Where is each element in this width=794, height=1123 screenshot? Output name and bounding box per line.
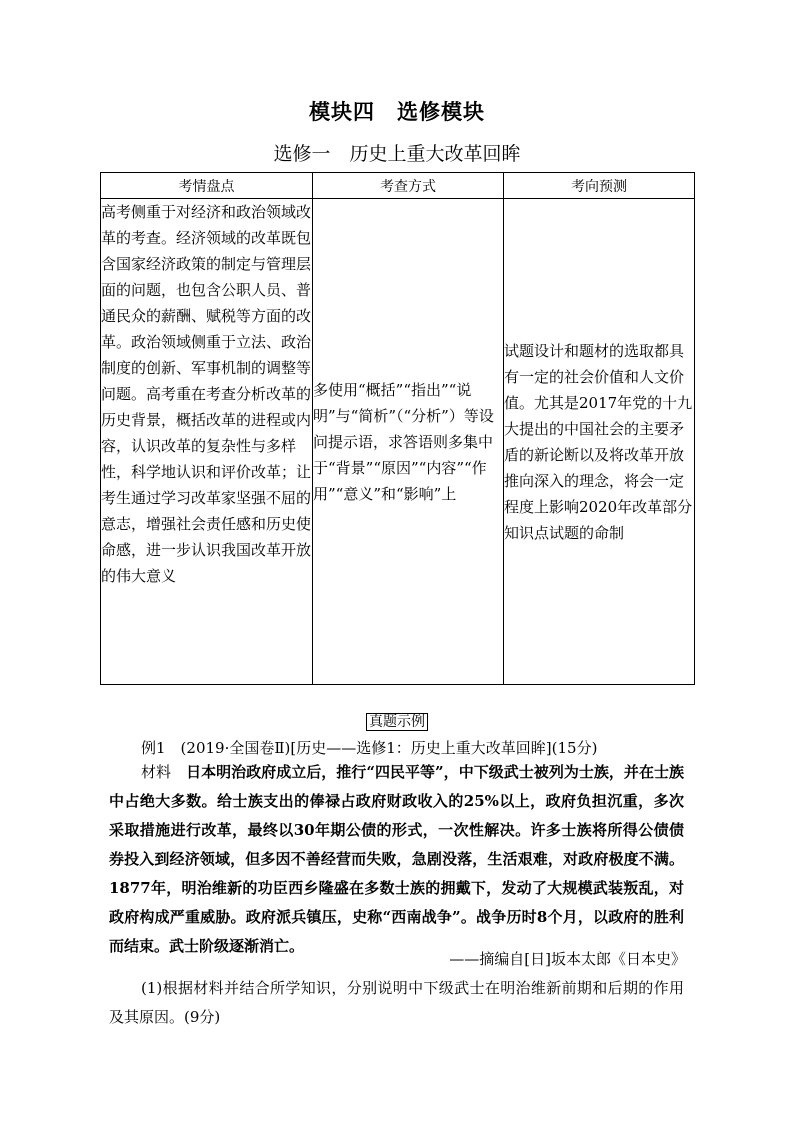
material-paragraph	[109, 758, 684, 961]
cell-exam-overview: 高考侧重于对经济和政治领域改革的考查。经济领域的改革既包含国家经济政策的制定与管理层面的问题，也包含公职人员、普通民众的薪酬、赋税等方面的改革。政治领域侧重于立法、政治制度的创新、军事机制的调整等问题。高考重在考查分析改革的历史背景，概括改革的进程或内容，认识改革的复杂性与多样性，科学地认识和评价改革；让考生通过学习改革家坚强不屈的意志，增强社会责任感和历史使命感，进一步认识我国改革开放的伟大意义	[101, 199, 313, 685]
question-1: (1)根据材料并结合所学知识，分别说明中下级武士在明治维新前期和后期的作用及其原因。(9分)	[109, 979, 684, 1026]
section-subtitle: 选修一 历史上重大改革回眸	[273, 143, 521, 165]
header-exam-overview: 考情盘点	[101, 173, 313, 199]
module-title: 模块四 选修模块	[309, 99, 485, 124]
cell-exam-method: 多使用“概括”“指出”“说明”与“简析”（“分析”）等设问提示语，求答语则多集中于“背景”“原因”“内容”“作用”“意义”和“影响”上	[313, 199, 504, 685]
section-label-wrapper	[0, 711, 794, 731]
material-text: 日本明治政府成立后，推行“四民平等”，中下级武士被列为士族，并在士族中占绝大多数。给士族支出的俸禄占政府财政收入的25%以上，政府负担沉重，多次采取措施进行改革，最终以30年期公债的形式，一次性解决。许多士族将所得公债债券投入到经济领域，但多因不善经营而失败，急剧没落，生活艰难，对政府极度不满。1877年，明治维新的功臣西乡隆盛在多数士族的拥戴下，发动了大规模武装叛乱，对政府构成严重威胁。政府派兵镇压，史称“西南战争”。战争历时8个月，以政府的胜利而结束。武士阶级逐渐消亡。	[109, 763, 684, 955]
section-label-box: 真题示例	[366, 713, 428, 731]
table-header-row	[101, 173, 695, 199]
material-source: ——摘编自[日]坂本太郎《日本史》	[449, 950, 686, 968]
table-row	[101, 199, 695, 685]
header-exam-method: 考查方式	[313, 173, 504, 199]
exam-analysis-table	[100, 172, 695, 685]
header-exam-forecast: 考向预测	[504, 173, 695, 199]
example-heading: 例1 (2019·全国卷Ⅱ)[历史——选修1：历史上重大改革回眸](15分)	[141, 739, 598, 757]
material-label: 材料	[141, 763, 172, 781]
cell-exam-forecast: 试题设计和题材的选取都具有一定的社会价值和人文价值。尤其是2017年党的十九大提出的中国社会的主要矛盾的新论断以及将改革开放推向深入的理念，将会一定程度上影响2020年改革部分知识点试题的命制	[504, 199, 695, 685]
